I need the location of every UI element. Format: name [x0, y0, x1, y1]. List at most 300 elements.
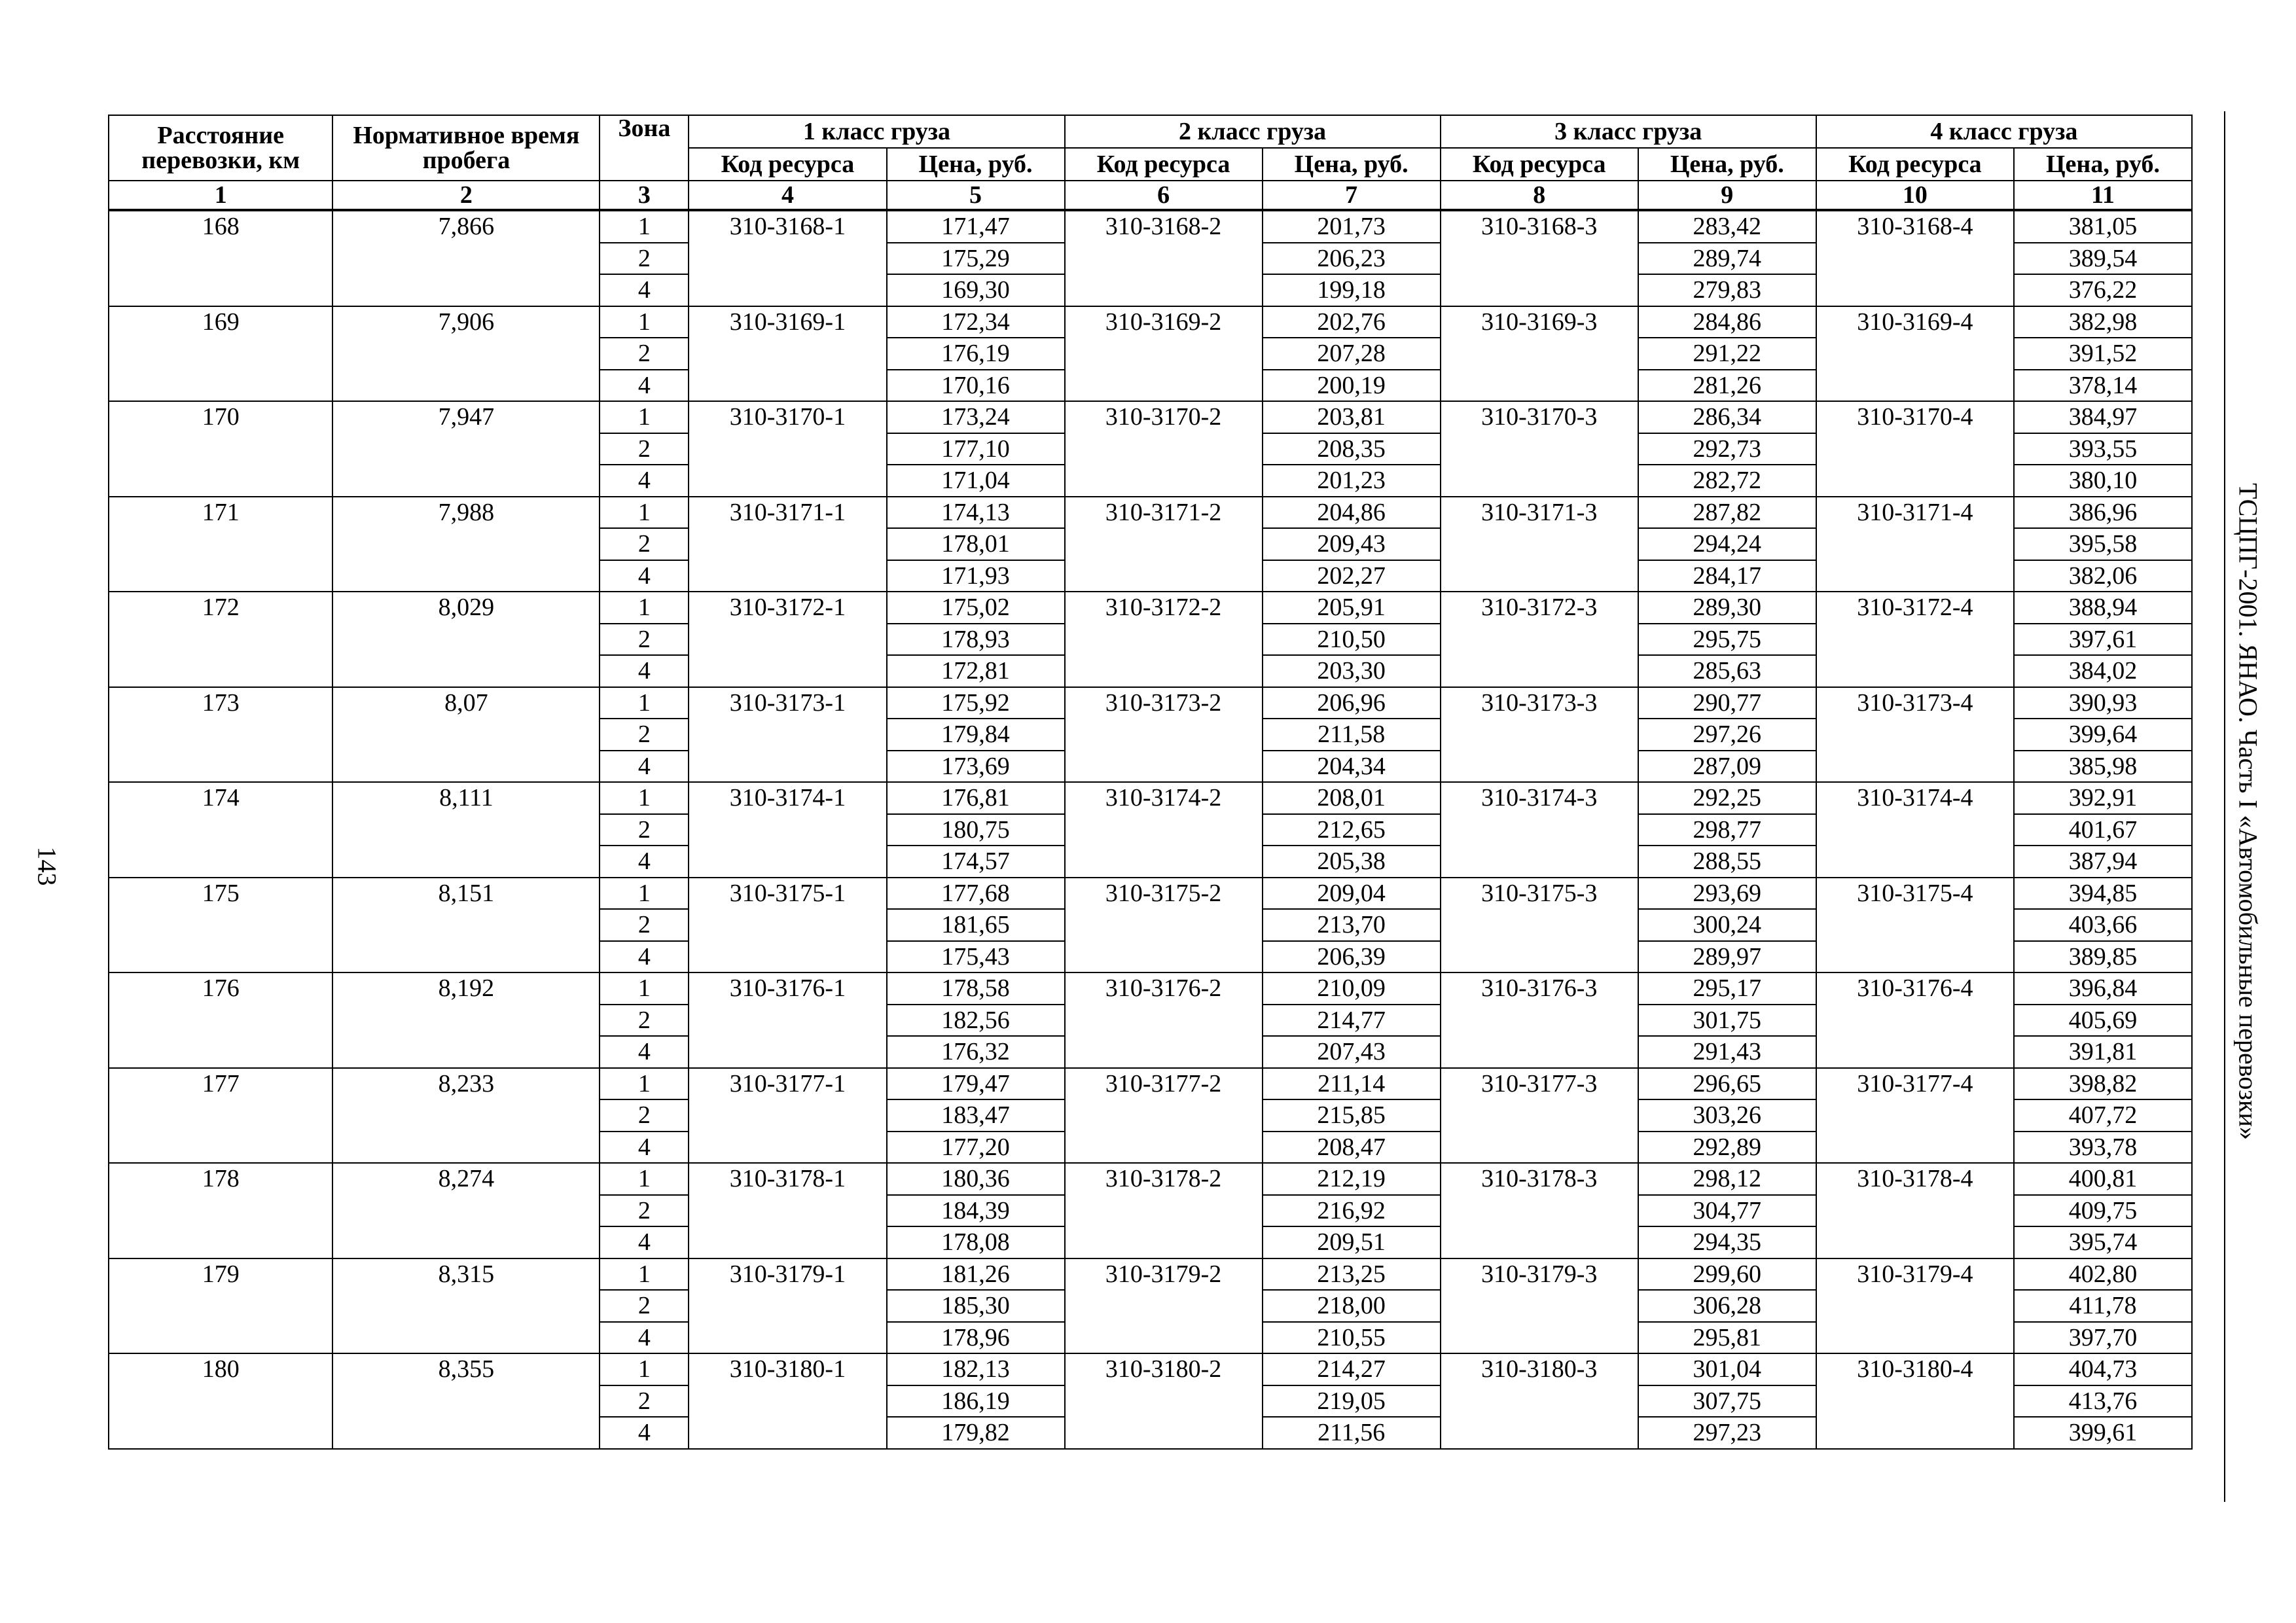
price-cell: 403,66 — [2014, 909, 2192, 941]
price-cell: 180,36 — [887, 1163, 1065, 1195]
price-cell: 175,92 — [887, 687, 1065, 719]
header-zone: Зона — [600, 115, 689, 181]
header-price: Цена, руб. — [1638, 148, 1816, 181]
price-cell: 378,14 — [2014, 370, 2192, 402]
resource-code-cell: 310-3174-3 — [1441, 782, 1638, 878]
price-cell: 175,29 — [887, 243, 1065, 275]
running-title-rule — [2224, 111, 2225, 1502]
zone-cell: 1 — [600, 1068, 689, 1100]
resource-code-cell: 310-3177-1 — [689, 1068, 886, 1164]
time-cell: 8,029 — [332, 592, 600, 687]
price-cell: 382,98 — [2014, 306, 2192, 338]
resource-code-cell: 310-3180-1 — [689, 1353, 886, 1449]
price-cell: 401,67 — [2014, 814, 2192, 846]
price-cell: 178,96 — [887, 1322, 1065, 1354]
table-row — [109, 1353, 2192, 1385]
price-cell: 209,04 — [1263, 878, 1441, 910]
resource-code-cell: 310-3170-3 — [1441, 401, 1638, 497]
resource-code-cell: 310-3176-3 — [1441, 972, 1638, 1068]
resource-code-cell: 310-3177-2 — [1065, 1068, 1263, 1164]
zone-cell: 2 — [600, 1195, 689, 1227]
price-cell: 178,08 — [887, 1226, 1065, 1258]
price-cell: 281,26 — [1638, 370, 1816, 402]
zone-cell: 2 — [600, 1290, 689, 1322]
price-cell: 297,23 — [1638, 1417, 1816, 1449]
price-cell: 206,96 — [1263, 687, 1441, 719]
price-cell: 181,65 — [887, 909, 1065, 941]
time-cell: 8,07 — [332, 687, 600, 783]
page-number: 143 — [32, 846, 62, 886]
resource-code-cell: 310-3173-3 — [1441, 687, 1638, 783]
table-row — [109, 306, 2192, 338]
zone-cell: 2 — [600, 1099, 689, 1132]
price-cell: 172,34 — [887, 306, 1065, 338]
price-cell: 287,09 — [1638, 751, 1816, 783]
zone-cell: 2 — [600, 1385, 689, 1418]
price-cell: 284,17 — [1638, 560, 1816, 592]
zone-cell: 2 — [600, 909, 689, 941]
table-row — [109, 592, 2192, 624]
price-cell: 186,19 — [887, 1385, 1065, 1418]
distance-cell: 172 — [109, 592, 332, 687]
price-cell: 409,75 — [2014, 1195, 2192, 1227]
price-cell: 179,82 — [887, 1417, 1065, 1449]
price-cell: 171,04 — [887, 465, 1065, 497]
resource-code-cell: 310-3168-2 — [1065, 210, 1263, 306]
price-cell: 183,47 — [887, 1099, 1065, 1132]
price-cell: 290,77 — [1638, 687, 1816, 719]
price-cell: 398,82 — [2014, 1068, 2192, 1100]
table-header — [109, 115, 2192, 210]
price-cell: 210,50 — [1263, 624, 1441, 656]
zone-cell: 2 — [600, 338, 689, 370]
zone-cell: 4 — [600, 1226, 689, 1258]
price-cell: 218,00 — [1263, 1290, 1441, 1322]
price-cell: 389,85 — [2014, 941, 2192, 973]
column-number: 11 — [2014, 181, 2192, 210]
resource-code-cell: 310-3179-3 — [1441, 1258, 1638, 1354]
price-cell: 212,19 — [1263, 1163, 1441, 1195]
price-cell: 386,96 — [2014, 497, 2192, 529]
price-cell: 206,23 — [1263, 243, 1441, 275]
resource-code-cell: 310-3170-1 — [689, 401, 886, 497]
table-row — [109, 497, 2192, 529]
resource-code-cell: 310-3178-2 — [1065, 1163, 1263, 1258]
resource-code-cell: 310-3175-3 — [1441, 878, 1638, 973]
price-cell: 393,78 — [2014, 1132, 2192, 1164]
price-cell: 173,69 — [887, 751, 1065, 783]
price-cell: 178,01 — [887, 528, 1065, 560]
column-number: 2 — [332, 181, 600, 210]
price-cell: 397,70 — [2014, 1322, 2192, 1354]
header-class-3: 3 класс груза — [1441, 115, 1816, 148]
resource-code-cell: 310-3174-4 — [1816, 782, 2014, 878]
zone-cell: 1 — [600, 497, 689, 529]
resource-code-cell: 310-3177-4 — [1816, 1068, 2014, 1164]
price-cell: 212,65 — [1263, 814, 1441, 846]
price-cell: 178,93 — [887, 624, 1065, 656]
price-cell: 216,92 — [1263, 1195, 1441, 1227]
resource-code-cell: 310-3172-4 — [1816, 592, 2014, 687]
price-cell: 208,47 — [1263, 1132, 1441, 1164]
zone-cell: 4 — [600, 655, 689, 687]
price-cell: 381,05 — [2014, 210, 2192, 243]
price-cell: 303,26 — [1638, 1099, 1816, 1132]
column-number: 8 — [1441, 181, 1638, 210]
column-number: 4 — [689, 181, 886, 210]
price-cell: 385,98 — [2014, 751, 2192, 783]
header-distance: Расстояние перевозки, км — [109, 115, 332, 181]
price-cell: 289,74 — [1638, 243, 1816, 275]
zone-cell: 4 — [600, 846, 689, 878]
zone-cell: 4 — [600, 1417, 689, 1449]
resource-code-cell: 310-3169-4 — [1816, 306, 2014, 402]
price-cell: 211,58 — [1263, 719, 1441, 751]
price-cell: 283,42 — [1638, 210, 1816, 243]
price-cell: 291,43 — [1638, 1036, 1816, 1068]
distance-cell: 175 — [109, 878, 332, 973]
price-cell: 289,30 — [1638, 592, 1816, 624]
price-cell: 208,01 — [1263, 782, 1441, 814]
table-row — [109, 1258, 2192, 1291]
price-cell: 174,13 — [887, 497, 1065, 529]
price-cell: 304,77 — [1638, 1195, 1816, 1227]
price-cell: 179,47 — [887, 1068, 1065, 1100]
resource-code-cell: 310-3178-3 — [1441, 1163, 1638, 1258]
resource-code-cell: 310-3170-4 — [1816, 401, 2014, 497]
zone-cell: 2 — [600, 528, 689, 560]
price-cell: 399,64 — [2014, 719, 2192, 751]
resource-code-cell: 310-3173-4 — [1816, 687, 2014, 783]
price-cell: 395,58 — [2014, 528, 2192, 560]
zone-cell: 2 — [600, 1005, 689, 1037]
price-cell: 214,77 — [1263, 1005, 1441, 1037]
price-cell: 399,61 — [2014, 1417, 2192, 1449]
price-cell: 391,81 — [2014, 1036, 2192, 1068]
price-cell: 413,76 — [2014, 1385, 2192, 1418]
price-cell: 179,84 — [887, 719, 1065, 751]
time-cell: 8,315 — [332, 1258, 600, 1354]
price-cell: 204,86 — [1263, 497, 1441, 529]
zone-cell: 2 — [600, 433, 689, 465]
price-cell: 185,30 — [887, 1290, 1065, 1322]
zone-cell: 1 — [600, 1258, 689, 1291]
table-row — [109, 210, 2192, 243]
price-cell: 214,27 — [1263, 1353, 1441, 1385]
column-number: 3 — [600, 181, 689, 210]
resource-code-cell: 310-3174-1 — [689, 782, 886, 878]
zone-cell: 4 — [600, 1322, 689, 1354]
price-cell: 207,43 — [1263, 1036, 1441, 1068]
resource-code-cell: 310-3179-4 — [1816, 1258, 2014, 1354]
distance-cell: 179 — [109, 1258, 332, 1354]
price-cell: 173,24 — [887, 401, 1065, 433]
zone-cell: 2 — [600, 243, 689, 275]
price-cell: 390,93 — [2014, 687, 2192, 719]
price-cell: 201,73 — [1263, 210, 1441, 243]
zone-cell: 1 — [600, 782, 689, 814]
price-cell: 213,25 — [1263, 1258, 1441, 1291]
zone-cell: 4 — [600, 465, 689, 497]
table-row — [109, 878, 2192, 910]
price-cell: 213,70 — [1263, 909, 1441, 941]
table-row — [109, 782, 2192, 814]
resource-code-cell: 310-3168-4 — [1816, 210, 2014, 306]
header-price: Цена, руб. — [1263, 148, 1441, 181]
resource-code-cell: 310-3172-3 — [1441, 592, 1638, 687]
zone-cell: 2 — [600, 719, 689, 751]
price-cell: 205,38 — [1263, 846, 1441, 878]
price-cell: 215,85 — [1263, 1099, 1441, 1132]
resource-code-cell: 310-3171-3 — [1441, 497, 1638, 592]
price-cell: 202,27 — [1263, 560, 1441, 592]
price-cell: 177,10 — [887, 433, 1065, 465]
price-cell: 296,65 — [1638, 1068, 1816, 1100]
resource-code-cell: 310-3171-1 — [689, 497, 886, 592]
resource-code-cell: 310-3173-2 — [1065, 687, 1263, 783]
zone-cell: 4 — [600, 370, 689, 402]
time-cell: 7,866 — [332, 210, 600, 306]
zone-cell: 1 — [600, 1353, 689, 1385]
price-cell: 294,24 — [1638, 528, 1816, 560]
price-cell: 286,34 — [1638, 401, 1816, 433]
zone-cell: 4 — [600, 560, 689, 592]
price-cell: 201,23 — [1263, 465, 1441, 497]
distance-cell: 178 — [109, 1163, 332, 1258]
zone-cell: 4 — [600, 274, 689, 306]
header-price: Цена, руб. — [887, 148, 1065, 181]
price-cell: 171,93 — [887, 560, 1065, 592]
price-cell: 395,74 — [2014, 1226, 2192, 1258]
zone-cell: 1 — [600, 687, 689, 719]
zone-cell: 1 — [600, 972, 689, 1005]
header-class-1: 1 класс груза — [689, 115, 1064, 148]
zone-cell: 1 — [600, 401, 689, 433]
price-cell: 405,69 — [2014, 1005, 2192, 1037]
price-cell: 306,28 — [1638, 1290, 1816, 1322]
column-number: 10 — [1816, 181, 2014, 210]
price-cell: 382,06 — [2014, 560, 2192, 592]
price-cell: 292,73 — [1638, 433, 1816, 465]
price-cell: 279,83 — [1638, 274, 1816, 306]
time-cell: 8,355 — [332, 1353, 600, 1449]
price-cell: 292,25 — [1638, 782, 1816, 814]
price-cell: 298,77 — [1638, 814, 1816, 846]
price-cell: 174,57 — [887, 846, 1065, 878]
column-number: 5 — [887, 181, 1065, 210]
zone-cell: 2 — [600, 624, 689, 656]
resource-code-cell: 310-3176-4 — [1816, 972, 2014, 1068]
zone-cell: 1 — [600, 1163, 689, 1195]
time-cell: 8,274 — [332, 1163, 600, 1258]
price-cell: 298,12 — [1638, 1163, 1816, 1195]
price-cell: 300,24 — [1638, 909, 1816, 941]
price-cell: 170,16 — [887, 370, 1065, 402]
price-cell: 210,55 — [1263, 1322, 1441, 1354]
price-cell: 295,81 — [1638, 1322, 1816, 1354]
resource-code-cell: 310-3176-2 — [1065, 972, 1263, 1068]
zone-cell: 1 — [600, 592, 689, 624]
distance-cell: 173 — [109, 687, 332, 783]
price-cell: 178,58 — [887, 972, 1065, 1005]
resource-code-cell: 310-3171-2 — [1065, 497, 1263, 592]
header-code: Код ресурса — [1441, 148, 1638, 181]
price-cell: 175,43 — [887, 941, 1065, 973]
header-code: Код ресурса — [1065, 148, 1263, 181]
zone-cell: 4 — [600, 941, 689, 973]
price-cell: 176,81 — [887, 782, 1065, 814]
resource-code-cell: 310-3172-2 — [1065, 592, 1263, 687]
price-cell: 299,60 — [1638, 1258, 1816, 1291]
resource-code-cell: 310-3169-1 — [689, 306, 886, 402]
distance-cell: 170 — [109, 401, 332, 497]
price-cell: 182,13 — [887, 1353, 1065, 1385]
distance-cell: 174 — [109, 782, 332, 878]
zone-cell: 1 — [600, 878, 689, 910]
price-cell: 295,17 — [1638, 972, 1816, 1005]
price-cell: 380,10 — [2014, 465, 2192, 497]
resource-code-cell: 310-3179-1 — [689, 1258, 886, 1354]
resource-code-cell: 310-3168-3 — [1441, 210, 1638, 306]
table-row — [109, 1163, 2192, 1195]
resource-code-cell: 310-3178-4 — [1816, 1163, 2014, 1258]
resource-code-cell: 310-3173-1 — [689, 687, 886, 783]
resource-code-cell: 310-3177-3 — [1441, 1068, 1638, 1164]
distance-cell: 169 — [109, 306, 332, 402]
price-cell: 295,75 — [1638, 624, 1816, 656]
price-cell: 297,26 — [1638, 719, 1816, 751]
time-cell: 7,947 — [332, 401, 600, 497]
header-price: Цена, руб. — [2014, 148, 2192, 181]
price-cell: 291,22 — [1638, 338, 1816, 370]
zone-cell: 1 — [600, 210, 689, 243]
resource-code-cell: 310-3175-2 — [1065, 878, 1263, 973]
table-row — [109, 687, 2192, 719]
price-cell: 404,73 — [2014, 1353, 2192, 1385]
price-cell: 389,54 — [2014, 243, 2192, 275]
price-cell: 301,75 — [1638, 1005, 1816, 1037]
resource-code-cell: 310-3175-4 — [1816, 878, 2014, 973]
price-cell: 180,75 — [887, 814, 1065, 846]
price-cell: 199,18 — [1263, 274, 1441, 306]
price-cell: 175,02 — [887, 592, 1065, 624]
price-cell: 205,91 — [1263, 592, 1441, 624]
price-cell: 293,69 — [1638, 878, 1816, 910]
price-cell: 169,30 — [887, 274, 1065, 306]
resource-code-cell: 310-3172-1 — [689, 592, 886, 687]
header-time: Нормативное время пробега — [332, 115, 600, 181]
column-number: 9 — [1638, 181, 1816, 210]
table-row — [109, 1068, 2192, 1100]
price-cell: 285,63 — [1638, 655, 1816, 687]
price-cell: 387,94 — [2014, 846, 2192, 878]
time-cell: 8,111 — [332, 782, 600, 878]
price-cell: 172,81 — [887, 655, 1065, 687]
distance-cell: 168 — [109, 210, 332, 306]
zone-cell: 2 — [600, 814, 689, 846]
price-cell: 284,86 — [1638, 306, 1816, 338]
column-number: 7 — [1263, 181, 1441, 210]
header-code: Код ресурса — [689, 148, 886, 181]
resource-code-cell: 310-3180-4 — [1816, 1353, 2014, 1449]
price-cell: 396,84 — [2014, 972, 2192, 1005]
resource-code-cell: 310-3174-2 — [1065, 782, 1263, 878]
price-cell: 209,43 — [1263, 528, 1441, 560]
resource-code-cell: 310-3168-1 — [689, 210, 886, 306]
price-cell: 211,56 — [1263, 1417, 1441, 1449]
price-cell: 211,14 — [1263, 1068, 1441, 1100]
price-cell: 176,32 — [887, 1036, 1065, 1068]
price-cell: 176,19 — [887, 338, 1065, 370]
price-cell: 392,91 — [2014, 782, 2192, 814]
column-number: 1 — [109, 181, 332, 210]
price-cell: 397,61 — [2014, 624, 2192, 656]
resource-code-cell: 310-3169-2 — [1065, 306, 1263, 402]
price-cell: 388,94 — [2014, 592, 2192, 624]
price-cell: 394,85 — [2014, 878, 2192, 910]
price-cell: 177,20 — [887, 1132, 1065, 1164]
column-numbers-row — [109, 181, 2192, 210]
resource-code-cell: 310-3175-1 — [689, 878, 886, 973]
resource-code-cell: 310-3176-1 — [689, 972, 886, 1068]
price-cell: 384,02 — [2014, 655, 2192, 687]
price-cell: 289,97 — [1638, 941, 1816, 973]
price-cell: 184,39 — [887, 1195, 1065, 1227]
header-class-4: 4 класс груза — [1816, 115, 2192, 148]
price-cell: 210,09 — [1263, 972, 1441, 1005]
resource-code-cell: 310-3169-3 — [1441, 306, 1638, 402]
price-cell: 207,28 — [1263, 338, 1441, 370]
time-cell: 8,233 — [332, 1068, 600, 1164]
price-cell: 411,78 — [2014, 1290, 2192, 1322]
table-row — [109, 972, 2192, 1005]
running-title: ТСЦПГ-2001. ЯНАО. Часть I «Автомобильные перевозки» — [2233, 483, 2263, 1140]
price-cell: 177,68 — [887, 878, 1065, 910]
price-cell: 202,76 — [1263, 306, 1441, 338]
resource-code-cell: 310-3180-3 — [1441, 1353, 1638, 1449]
time-cell: 7,988 — [332, 497, 600, 592]
resource-code-cell: 310-3171-4 — [1816, 497, 2014, 592]
price-cell: 407,72 — [2014, 1099, 2192, 1132]
rate-table — [108, 115, 2193, 1450]
distance-cell: 171 — [109, 497, 332, 592]
price-cell: 203,30 — [1263, 655, 1441, 687]
price-cell: 204,34 — [1263, 751, 1441, 783]
price-cell: 171,47 — [887, 210, 1065, 243]
price-cell: 393,55 — [2014, 433, 2192, 465]
price-cell: 402,80 — [2014, 1258, 2192, 1291]
distance-cell: 176 — [109, 972, 332, 1068]
price-cell: 391,52 — [2014, 338, 2192, 370]
price-cell: 209,51 — [1263, 1226, 1441, 1258]
table-body — [109, 210, 2192, 1449]
resource-code-cell: 310-3178-1 — [689, 1163, 886, 1258]
price-cell: 376,22 — [2014, 274, 2192, 306]
header-class-2: 2 класс груза — [1065, 115, 1441, 148]
time-cell: 8,192 — [332, 972, 600, 1068]
zone-cell: 1 — [600, 306, 689, 338]
price-cell: 182,56 — [887, 1005, 1065, 1037]
resource-code-cell: 310-3180-2 — [1065, 1353, 1263, 1449]
resource-code-cell: 310-3170-2 — [1065, 401, 1263, 497]
header-code: Код ресурса — [1816, 148, 2014, 181]
price-cell: 292,89 — [1638, 1132, 1816, 1164]
price-cell: 287,82 — [1638, 497, 1816, 529]
price-cell: 288,55 — [1638, 846, 1816, 878]
price-cell: 208,35 — [1263, 433, 1441, 465]
time-cell: 7,906 — [332, 306, 600, 402]
resource-code-cell: 310-3179-2 — [1065, 1258, 1263, 1354]
